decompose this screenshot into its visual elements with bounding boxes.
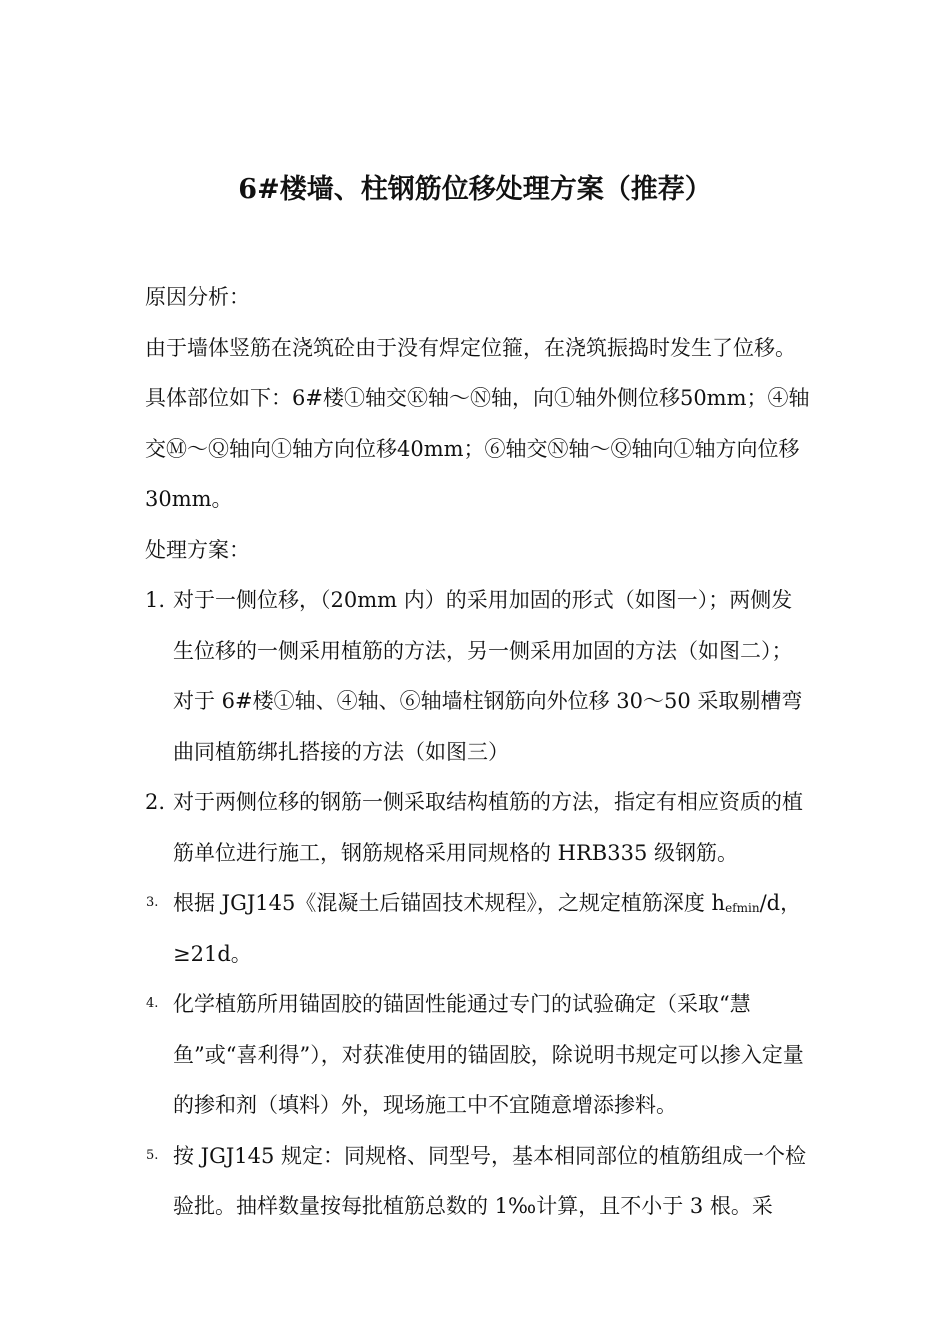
- list-text: 按 JGJ145 规定：同规格、同型号，基本相同部位的植筋组成一个检验批。抽样数量按每批植筋总数的 1‰计算，且不小于 3 根。采: [173, 1143, 807, 1218]
- list-item: [145, 878, 810, 979]
- page-title: 6#楼墙、柱钢筋位移处理方案（推荐）: [238, 174, 712, 205]
- list-item: [145, 575, 810, 777]
- list-item: [145, 777, 810, 878]
- document-body: [145, 272, 810, 1232]
- list-number: 5.: [146, 1147, 159, 1163]
- list-text: 对于一侧位移，（20mm 内）的采用加固的形式（如图一）；两侧发生位移的一侧采用植筋的方法，另一侧采用加固的方法（如图二）；对于 6#楼①轴、④轴、⑥轴墙柱钢筋向外位移 30～50 采取剔槽弯曲同植筋绑扎搭接的方法（如图三）: [173, 588, 803, 764]
- cause-heading: 原因分析：: [145, 285, 250, 309]
- list-text: 化学植筋所用锚固胶的锚固性能通过专门的试验确定（采取“慧鱼”或“喜利得”），对获准使用的锚固胶，除说明书规定可以掺入定量的掺和剂（填料）外，现场施工中不宜随意增添掺料。: [173, 992, 804, 1117]
- plan-heading: 处理方案：: [145, 537, 250, 562]
- list-item: [145, 1131, 810, 1232]
- list-number: 2.: [145, 790, 166, 814]
- list-text: 对于两侧位移的钢筋一侧采取结构植筋的方法，指定有相应资质的植筋单位进行施工，钢筋规格采用同规格的 HRB335 级钢筋。: [173, 790, 803, 865]
- list-number: 1.: [145, 588, 166, 612]
- subscript-efmin: efmin: [725, 901, 760, 915]
- plan-list: [145, 575, 810, 1232]
- list-number: 4.: [146, 996, 159, 1011]
- cause-text: 由于墙体竖筋在浇筑砼由于没有焊定位箍，在浇筑振捣时发生了位移。具体部位如下：6#楼①轴交Ⓚ轴～Ⓝ轴，向①轴外侧位移50mm；④轴交Ⓜ～Ⓠ轴向①轴方向位移40mm；⑥轴交Ⓝ轴～Ⓠ轴向①轴方向位移30mm。: [145, 335, 810, 511]
- list-item: [145, 979, 810, 1131]
- list-number: 3.: [146, 895, 159, 910]
- list-text-before: 根据 JGJ145《混凝土后锚固技术规程》，之规定植筋深度 h: [173, 891, 726, 915]
- list-text-after: /d，≥21d。: [173, 891, 802, 966]
